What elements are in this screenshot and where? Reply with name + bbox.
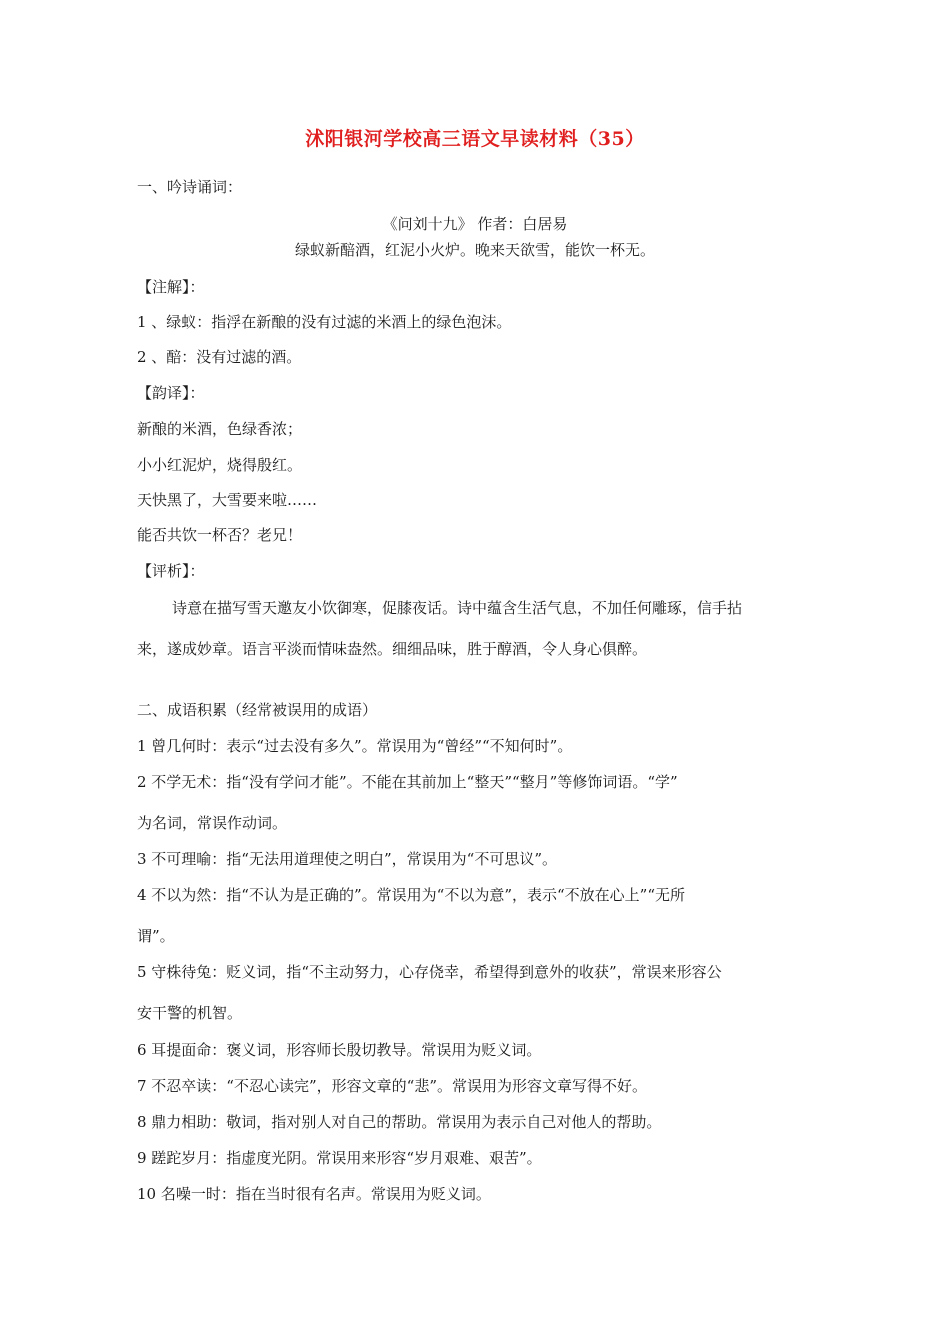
idiom-line: 8 鼎力相助：敬词，指对别人对自己的帮助。常误用为表示自己对他人的帮助。 <box>137 1113 662 1131</box>
idiom-line: 谓”。 <box>137 927 175 945</box>
translation-line: 新酿的米酒，色绿香浓； <box>137 420 303 438</box>
idiom-line: 5 守株待兔：贬义词，指“不主动努力，心存侥幸，希望得到意外的收获”，常误来形容公 <box>137 963 722 981</box>
translation-line: 能否共饮一杯否？老兄！ <box>137 526 303 544</box>
commentary-line: 诗意在描写雪天邀友小饮御寒，促膝夜话。诗中蕴含生活气息，不加任何雕琢，信手拈 <box>172 599 743 617</box>
idiom-line: 为名词，常误作动词。 <box>137 814 288 832</box>
idiom-line: 1 曾几何时：表示“过去没有多久”。常误用为“曾经”“不知何时”。 <box>137 737 573 755</box>
idiom-line: 3 不可理喻：指“无法用道理使之明白”，常误用为“不可思议”。 <box>137 850 557 868</box>
idiom-line: 4 不以为然：指“不认为是正确的”。常误用为“不以为意”，表示“不放在心上”“无所 <box>137 886 685 904</box>
idiom-line: 10 名噪一时：指在当时很有名声。常误用为贬义词。 <box>137 1185 491 1203</box>
idiom-line: 2 不学无术：指“没有学问才能”。不能在其前加上“整天”“整月”等修饰词语。“学” <box>137 773 678 791</box>
commentary-line: 来，遂成妙章。语言平淡而情味盎然。细细品味，胜于醇酒，令人身心俱醉。 <box>137 640 648 658</box>
notes-heading: 【注解】： <box>137 278 205 296</box>
document-title: 沭阳银河学校高三语文早读材料（35） <box>305 128 645 150</box>
section2-heading: 二、成语积累（经常被误用的成语） <box>137 701 378 719</box>
note-item: 1 、绿蚁：指浮在新酿的没有过滤的米酒上的绿色泡沫。 <box>137 313 512 331</box>
idiom-line: 6 耳提面命：褒义词，形容师长殷切教导。常误用为贬义词。 <box>137 1041 542 1059</box>
idiom-line: 9 蹉跎岁月：指虚度光阴。常误用来形容“岁月艰难、艰苦”。 <box>137 1149 542 1167</box>
translation-line: 天快黑了，大雪要来啦…… <box>137 491 318 509</box>
section1-heading: 一、吟诗诵词： <box>137 178 243 196</box>
poem-text: 绿蚁新醅酒，红泥小火炉。晚来天欲雪，能饮一杯无。 <box>294 241 655 259</box>
commentary-heading: 【评析】： <box>137 562 205 580</box>
idiom-line: 7 不忍卒读：“不忍心读完”，形容文章的“悲”。常误用为形容文章写得不好。 <box>137 1077 647 1095</box>
translation-heading: 【韵译】： <box>137 384 205 402</box>
note-item: 2 、醅：没有过滤的酒。 <box>137 348 302 366</box>
idiom-line: 安干警的机智。 <box>137 1004 243 1022</box>
poem-title: 《问刘十九》 作者：白居易 <box>382 215 568 233</box>
translation-line: 小小红泥炉，烧得殷红。 <box>137 456 303 474</box>
